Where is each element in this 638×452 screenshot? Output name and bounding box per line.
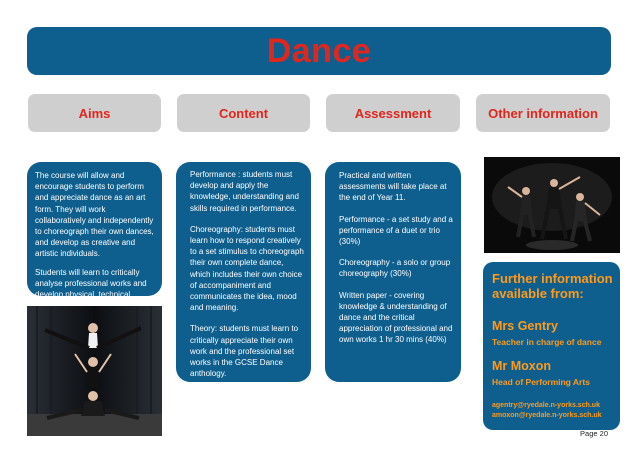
assessment-paragraph: Written paper - covering knowledge & understanding of dance and the critical appreciation of professional and own works 1 hr 30 mins (40%) [339, 290, 453, 345]
contact-emails [492, 401, 614, 421]
tab-aims-label: Aims [78, 105, 111, 121]
further-information-panel [483, 262, 620, 430]
assessment-paragraph: Performance - a set study and a performance of a duet or trio (30%) [339, 214, 453, 247]
tab-assessment [326, 94, 460, 132]
content-paragraph: Choreography: students must learn how to respond creatively to a set stimulus to choreograph their own complete dance, which includes their own choice of accompaniment and communicates the idea, mood and meaning. [190, 224, 304, 313]
contact-name: Mr Moxon [492, 359, 552, 373]
page-title: Dance [266, 31, 372, 70]
page-number: Page 20 [580, 429, 608, 438]
contact-name: Mrs Gentry [492, 319, 558, 333]
aims-box [27, 162, 162, 300]
assessment-paragraph: Choreography - a solo or group choreography (30%) [339, 258, 451, 279]
tab-other-information-label: Other information [488, 105, 598, 121]
tab-aims [28, 94, 161, 132]
tab-assessment-label: Assessment [354, 105, 432, 121]
dancers-group-photo [484, 157, 620, 253]
tab-other-information [476, 94, 610, 132]
contact-role: Teacher in charge of dance [492, 337, 602, 347]
title-banner [27, 27, 611, 75]
content-paragraph: Performance : students must develop and apply the knowledge, understanding and skills required in performance. [190, 170, 299, 213]
content-paragraph: Theory: students must learn to critically appreciate their own work and the professional set works in the GCSE Dance anthology. [190, 324, 299, 379]
tab-content-label: Content [218, 105, 269, 121]
tab-content [177, 94, 310, 132]
assessment-paragraph: Practical and written assessments will take place at the end of Year 11. [339, 171, 447, 203]
email-link[interactable]: agentry@ryedale.n-yorks.sch.uk [492, 402, 600, 409]
content-box [176, 162, 311, 382]
assessment-box [325, 162, 461, 382]
email-link[interactable]: amoxon@ryedale.n-yorks.sch.uk [492, 412, 602, 419]
aims-paragraph: The course will allow and encourage students to perform and appreciate dance as an art form. They will work collaboratively and independently to choreograph their own dances, and develop as creative and artistic individuals. [35, 171, 154, 259]
further-information-heading: Further information available from: [492, 271, 613, 301]
contact-role: Head of Performing Arts [492, 377, 590, 387]
acrobatic-dancers-photo [27, 306, 162, 436]
aims-paragraph: Students will learn to critically analyse professional works and develop physical, technical, [35, 267, 147, 300]
